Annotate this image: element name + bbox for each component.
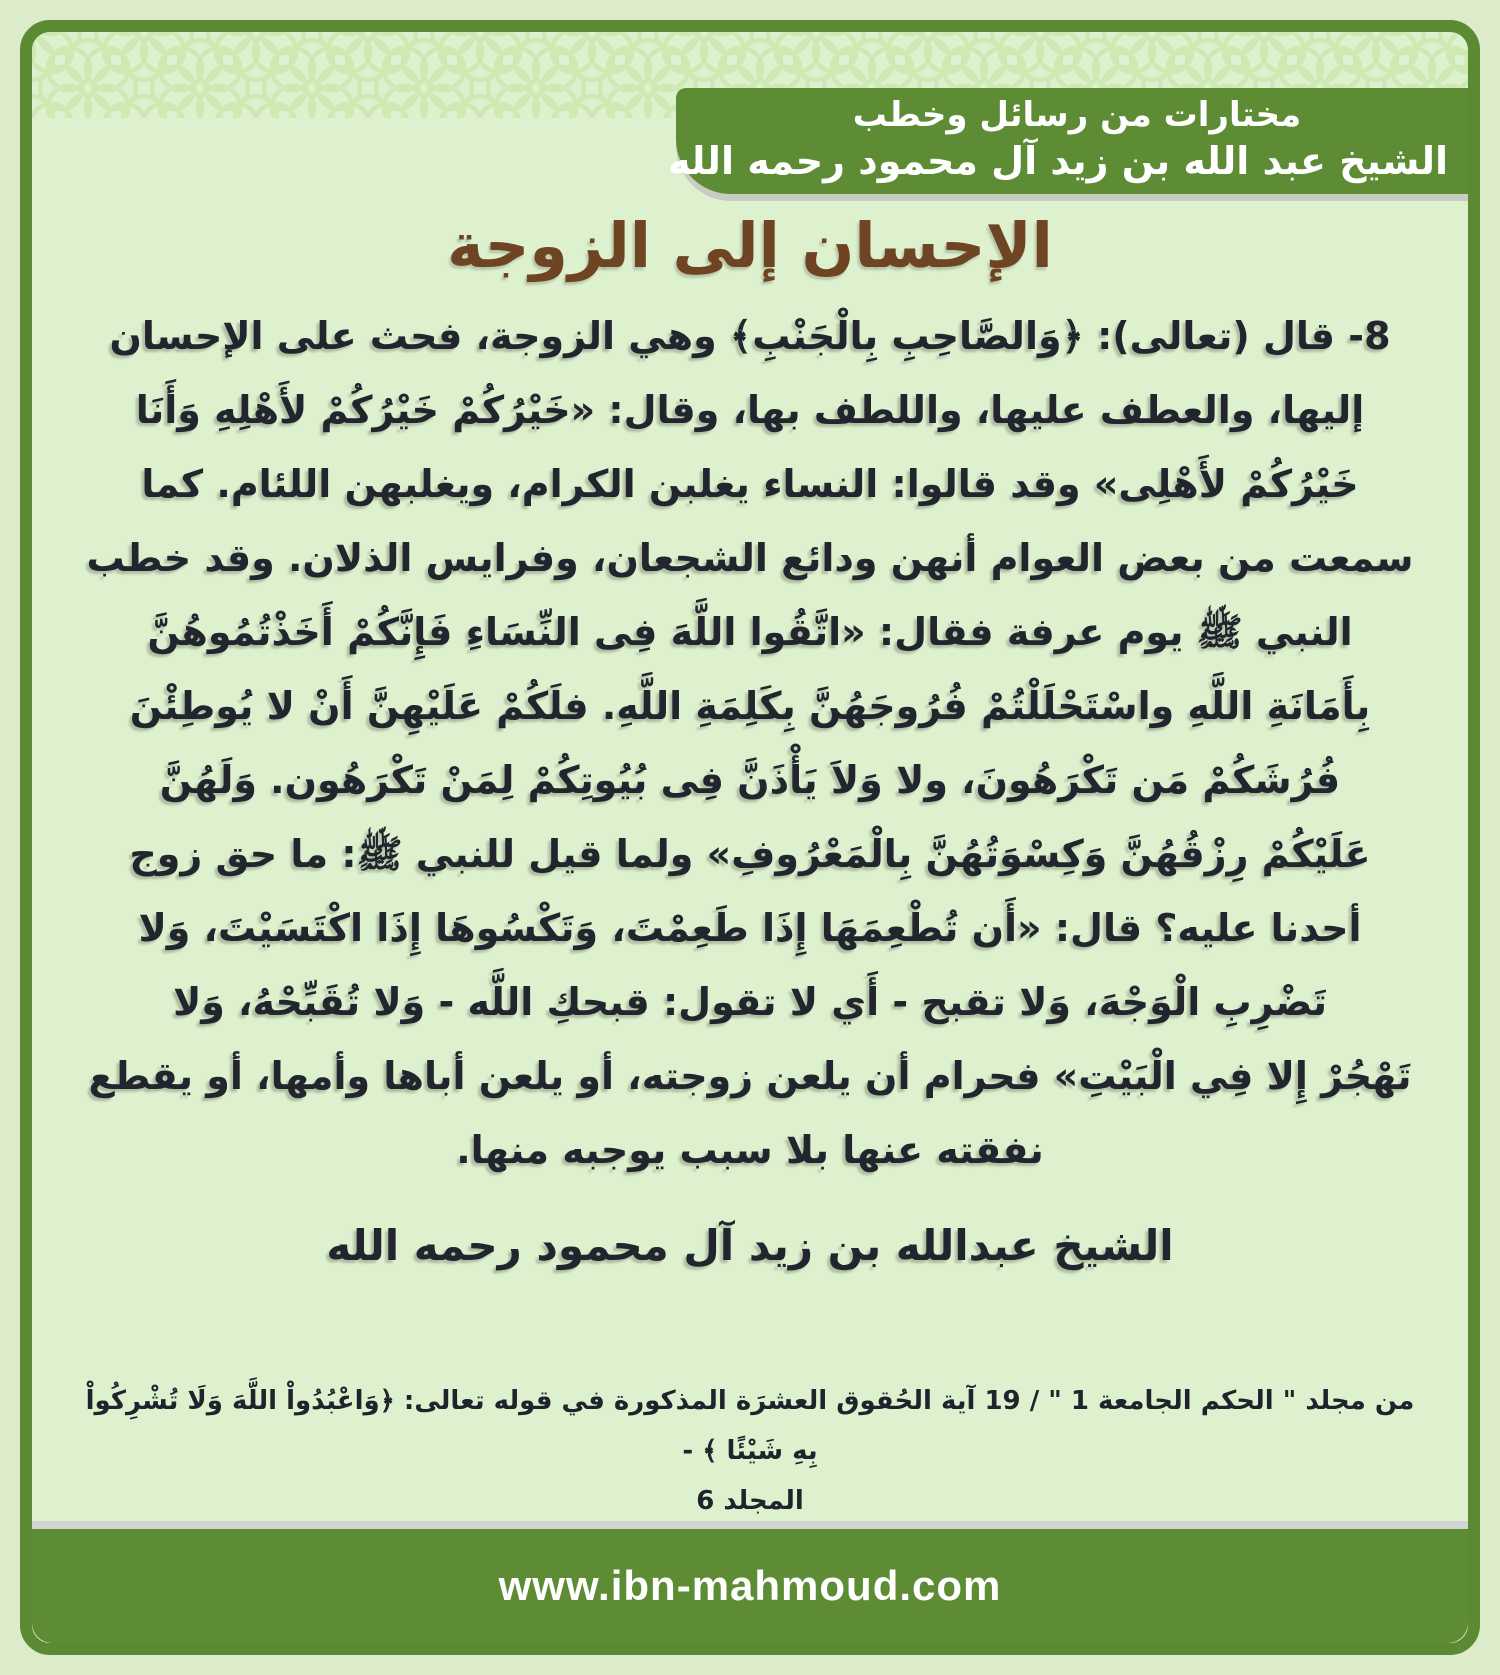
- series-banner-subtitle: مختارات من رسائل وخطب: [852, 95, 1302, 136]
- poster-frame: [20, 20, 1480, 1655]
- poster-content: [32, 210, 1468, 1526]
- body-line: عَلَيْكُمْ رِزْقُهُنَّ وَكِسْوَتُهُنَّ بِالْمَعْرُوفِ» ولما قيل للنبي ﷺ: ما حق زوج: [129, 832, 1371, 877]
- series-banner: [668, 88, 1468, 194]
- body-line: بِأَمَانَةِ اللَّهِ واسْتَحْلَلْتُمْ فُرُوجَهُنَّ بِكَلِمَةِ اللَّهِ. فلَكُمْ عَلَيْهِنَّ أَنْ لا يُوطِئْنَ: [129, 684, 1371, 729]
- body-line: تَضْرِبِ الْوَجْهَ، وَلا تقبح - أَي لا تقول: قبحكِ اللَّه - وَلا تُقَبِّحْهُ، وَلا: [172, 980, 1328, 1025]
- author-signature: الشيخ عبدالله بن زيد آل محمود رحمه الله: [326, 1221, 1174, 1271]
- source-citation-line2: المجلد 6: [696, 1486, 804, 1517]
- body-line: سمعت من بعض العوام أنهن ودائع الشجعان، وفرايس الذلان. وقد خطب: [86, 536, 1414, 581]
- body-line: النبي ﷺ يوم عرفة فقال: «اتَّقُوا اللَّهَ فِى النِّسَاءِ فَإِنَّكُمْ أَخَذْتُمُوهُنَّ: [147, 610, 1353, 655]
- body-line: إليها، والعطف عليها، واللطف بها، وقال: «خَيْرُكُمْ خَيْرُكُمْ لأَهْلِهِ وَأَنَا: [135, 388, 1365, 433]
- body-line: تَهْجُرْ إِلا فِي الْبَيْتِ» فحرام أن يلعن زوجته، أو يلعن أباها وأمها، أو يقطع: [88, 1054, 1412, 1099]
- website-url: www.ibn-mahmoud.com: [498, 1562, 1002, 1609]
- bottom-bar: [32, 1521, 1468, 1643]
- source-citation-line1: من مجلد " الحكم الجامعة 1 " / 19 آية الحُقوق العشرَة المذكورة في قوله تعالى: ﴿وَاعْبُدُواْ اللَّهَ وَلَا تُشْرِكُواْ بِهِ شَيْئًا ﴾ -: [85, 1386, 1415, 1467]
- page-title: الإحسان إلى الزوجة: [447, 209, 1053, 282]
- body-line: فُرُشَكُمْ مَن تَكْرَهُونَ، ولا وَلاَ يَأْذَنَّ فِى بُيُوتِكُمْ لِمَنْ تَكْرَهُون. وَلَهُنَّ: [159, 758, 1341, 803]
- body-line: نفقته عنها بلا سبب يوجبه منها.: [456, 1128, 1044, 1173]
- body-text: [80, 299, 1420, 1187]
- body-line: 8- قال (تعالى): ﴿وَالصَّاحِبِ بِالْجَنْبِ﴾ وهي الزوجة، فحث على الإحسان: [109, 314, 1391, 359]
- series-banner-author: الشيخ عبد الله بن زيد آل محمود رحمه الله: [668, 139, 1448, 184]
- body-line: خَيْرُكُمْ لأَهْلِى» وقد قالوا: النساء يغلبن الكرام، ويغلبهن اللئام. كما: [141, 462, 1359, 507]
- source-citation: [80, 1376, 1420, 1526]
- body-line: أحدنا عليه؟ قال: «أَن تُطْعِمَهَا إِذَا طَعِمْتَ، وَتَكْسُوهَا إِذَا اكْتَسَيْتَ، وَلا: [138, 906, 1362, 951]
